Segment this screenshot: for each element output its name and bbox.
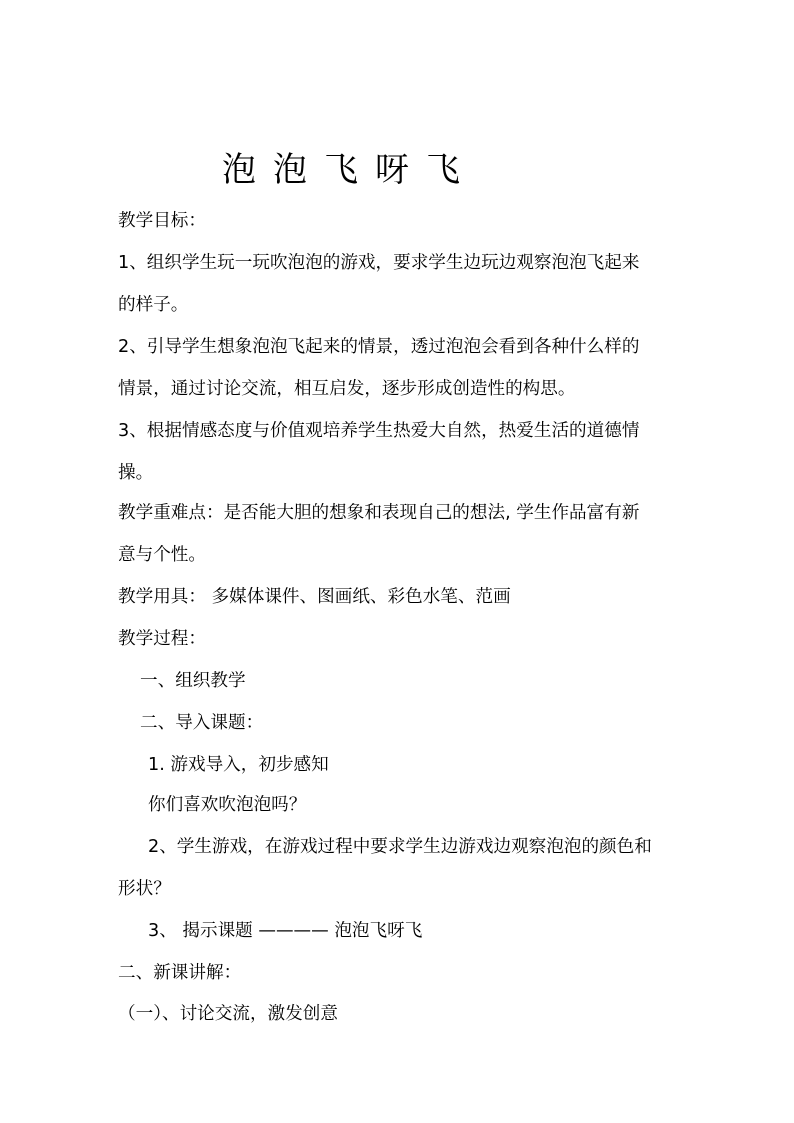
text-line: 形状？ — [118, 879, 171, 899]
text-line: 教学用具： 多媒体课件、图画纸、彩色水笔、范画 — [118, 587, 511, 607]
text-line: 意与个性。 — [118, 545, 206, 565]
text-line: 1、组织学生玩一玩吹泡泡的游戏，要求学生边玩边观察泡泡飞起来 — [118, 253, 640, 273]
text-line: 一、组织教学 — [140, 671, 246, 691]
text-line: 教学目标： — [118, 211, 206, 231]
document-title: 泡泡飞呀飞 — [222, 150, 477, 190]
text-line: 3、根据情感态度与价值观培养学生热爱大自然，热爱生活的道德情 — [118, 421, 640, 441]
text-line: 1. 游戏导入，初步感知 — [148, 755, 329, 775]
text-line: 情景，通过讨论交流，相互启发，逐步形成创造性的构思。 — [118, 379, 576, 399]
text-line: 2、学生游戏，在游戏过程中要求学生边游戏边观察泡泡的颜色和 — [148, 837, 652, 857]
text-line: 的样子。 — [118, 295, 189, 315]
text-line: （一）、讨论交流，激发创意 — [118, 1004, 338, 1024]
text-line: 二、新课讲解： — [118, 963, 242, 983]
text-line: 教学重难点：是否能大胆的想象和表现自己的想法, 学生作品富有新 — [118, 503, 640, 523]
text-line: 二、导入课题： — [140, 713, 264, 733]
text-line: 你们喜欢吹泡泡吗？ — [148, 795, 307, 815]
text-line: 操。 — [118, 463, 154, 483]
text-line: 2、引导学生想象泡泡飞起来的情景，透过泡泡会看到各种什么样的 — [118, 337, 640, 357]
text-line: 教学过程： — [118, 629, 206, 649]
text-line: 3、 揭示课题 ———— 泡泡飞呀飞 — [148, 921, 423, 941]
